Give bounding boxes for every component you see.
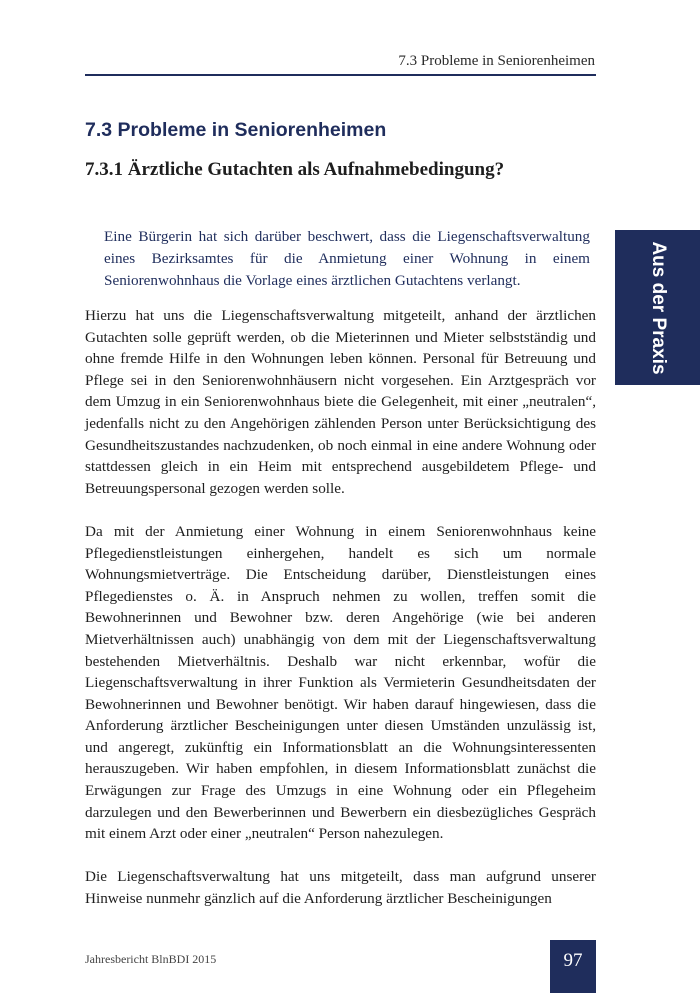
- side-tab-label: Aus der Praxis: [647, 240, 669, 375]
- section-title: 7.3 Probleme in Seniorenheimen: [85, 119, 387, 141]
- running-header: 7.3 Probleme in Seniorenheimen: [398, 53, 595, 69]
- body-paragraph: Da mit der Anmietung einer Wohnung in einem Seniorenwohnhaus keine Pflegedienstleistungen einhergehen, handelt es sich um normale Wohnungsmietverträge. Die Entscheidung darüber, Dienstleistungen eines Pflegedienstes o. Ä. in Anspruch nehmen zu wollen, treffen somit die Bewohnerinnen und Bewohner bzw. deren Angehörige (wie bei anderen Mietverhältnissen auch) unabhängig von dem mit der Liegenschaftsverwaltung bestehenden Mietverhältnis. Deshalb war nicht erkennbar, wofür die Liegenschaftsverwaltung in ihrer Funktion als Vermieterin Gesundheitsdaten der Bewohnerinnen und Bewohner benötigt. Wir haben darauf hingewiesen, dass die Anforderung ärztlicher Bescheinigungen unter diesen Umständen unzulässig ist, und angeregt, zukünftig ein Informationsblatt an die Wohnungsinteressenten herauszugeben. Wir haben empfohlen, in diesem Informationsblatt zunächst die Erwägungen zur Frage des Umzugs in eine Wohnung oder ein Pflegeheim darzulegen und den Bewerberinnen und Bewerbern ein diesbezügliches Gespräch mit einem Arzt oder einer „neutralen“ Person nahezulegen.: [85, 522, 596, 843]
- page-number-box: [550, 940, 596, 993]
- body-paragraph: Die Liegenschaftsverwaltung hat uns mitgeteilt, dass man aufgrund unserer Hinweise nunmehr gänzlich auf die Anforderung ärztlicher Bescheinigungen: [85, 868, 596, 908]
- chapter-side-tab: [615, 230, 700, 385]
- body-text: [85, 305, 596, 931]
- case-summary: Eine Bürgerin hat sich darüber beschwert, dass die Liegenschaftsverwaltung eines Bezirksamtes für die Anmietung einer Wohnung in einem Seniorenwohnhaus die Vorlage eines ärztlichen Gutachtens verlangt.: [104, 228, 590, 289]
- footer-publication: Jahresbericht BlnBDI 2015: [85, 952, 217, 966]
- subsection-title: 7.3.1 Ärztliche Gutachten als Aufnahmebedingung?: [85, 159, 505, 180]
- body-paragraph: Hierzu hat uns die Liegenschaftsverwaltung mitgeteilt, anhand der ärztlichen Gutachten solle geprüft werden, ob die Mieterinnen und Mieter selbstständig und ohne fremde Hilfe in den Wohnungen leben können. Personal für Betreuung und Pflege sei in den Seniorenwohnhäusern nicht vorgesehen. Ein Arztgespräch vor dem Umzug in ein Seniorenwohnhaus biete die Gelegenheit, mit einer „neutralen“, jedenfalls nicht zu den Angehörigen zählenden Person unter Berücksichtigung des Gesundheitszustandes nachzudenken, ob noch einmal in eine andere Wohnung oder stattdessen gleich in ein Heim mit entsprechend ausgebildetem Pflege- und Betreuungspersonal gezogen werden solle.: [85, 307, 596, 497]
- page-number: 97: [563, 950, 583, 971]
- header-rule: [85, 74, 596, 76]
